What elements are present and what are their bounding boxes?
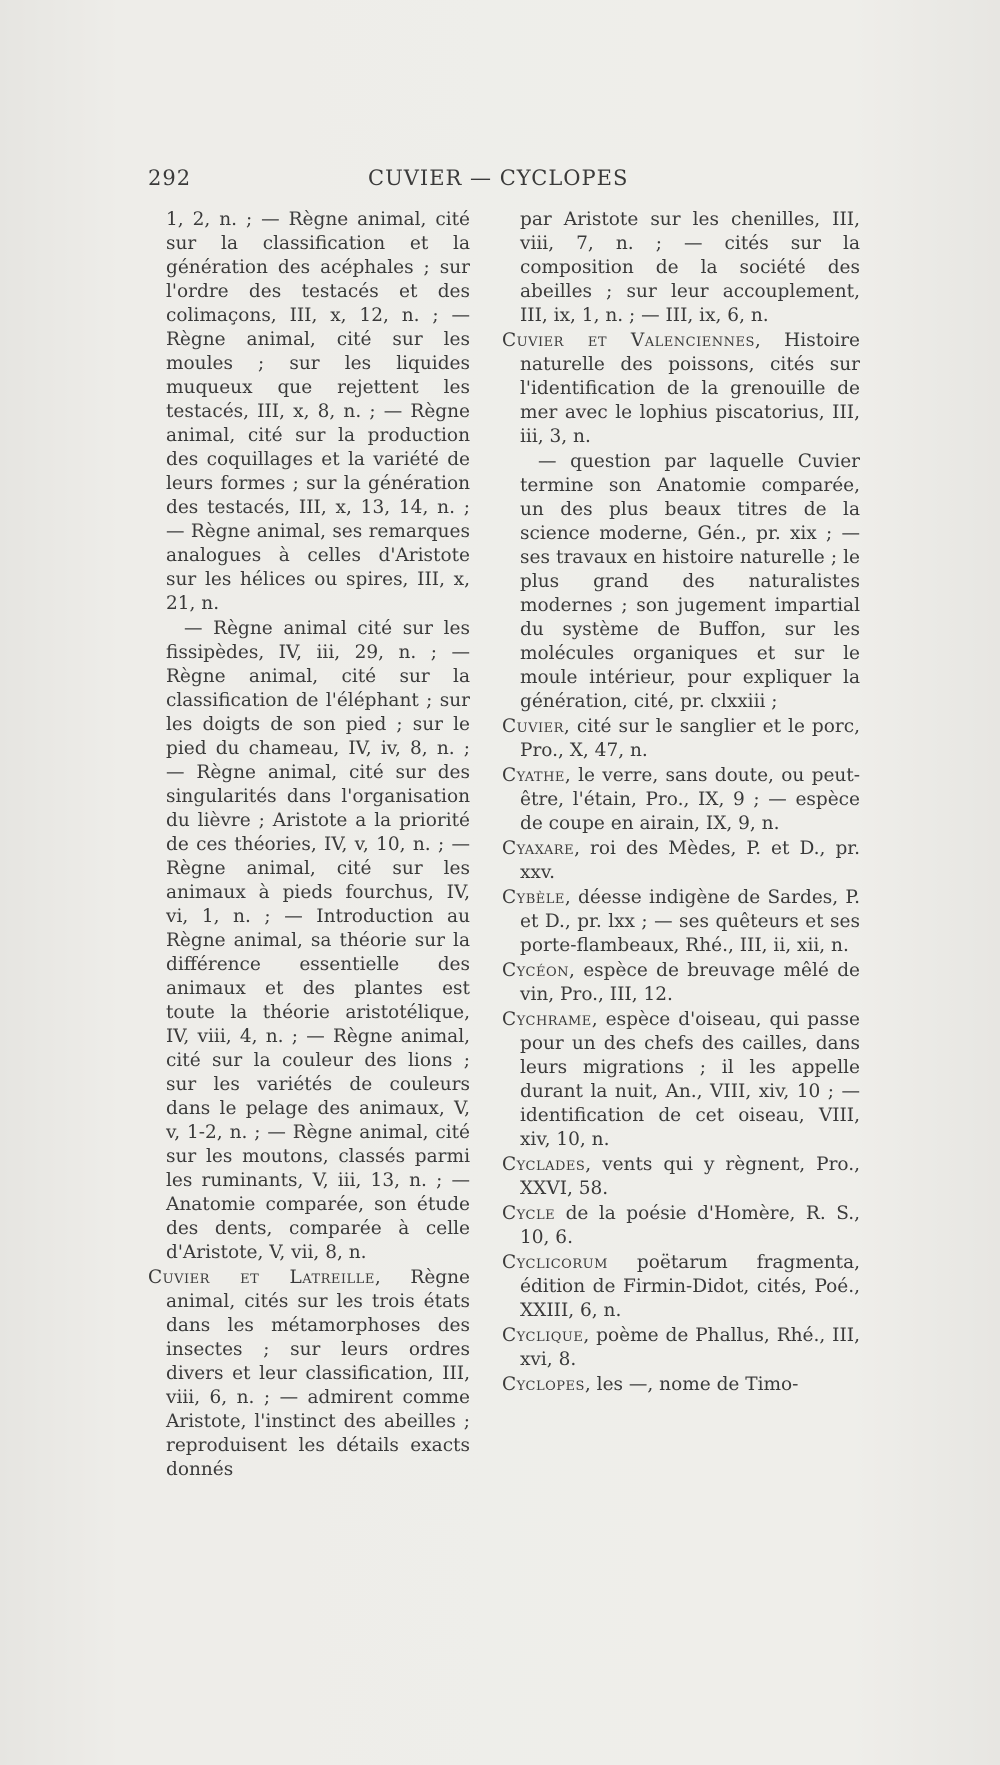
- index-entry: [502, 837, 860, 885]
- entry-body: , Règne animal, cités sur les trois états dans les métamorphoses des insectes ; sur leurs ordres divers et leur classification, III, viii, 6, n. ; — admirent comme Aristote, l'instinct des abeilles ; reproduisent les détails exacts donnés: [166, 1267, 470, 1480]
- entry-body: , cité sur le sanglier et le porc, Pro., X, 47, n.: [520, 716, 860, 761]
- index-entry: [502, 1324, 860, 1372]
- index-entry: [502, 959, 860, 1007]
- entry-body: , espèce de breuvage mêlé de vin, Pro., III, 12.: [520, 960, 860, 1005]
- left-column: [148, 208, 470, 1483]
- entry-body: , déesse indigène de Sardes, P. et D., pr. lxx ; — ses quêteurs et ses porte-flambeaux, Rhé., III, ii, xii, n.: [520, 887, 860, 956]
- index-entry: [502, 329, 860, 449]
- entry-head: Cuvier: [502, 716, 564, 737]
- entry-body: , roi des Mèdes, P. et D., pr. xxv.: [520, 838, 860, 883]
- entry-head: Cycle: [502, 1203, 556, 1224]
- index-entry: [502, 1153, 860, 1201]
- entry-head: Cycéon: [502, 960, 569, 981]
- index-entry: [502, 1373, 860, 1397]
- entry-body: , Histoire naturelle des poissons, cités sur l'identification de la grenouille de mer avec le lophius piscatorius, III, iii, 3, n.: [520, 330, 860, 447]
- entry-head: Cychrame: [502, 1009, 592, 1030]
- index-entry: [502, 1251, 860, 1323]
- entry-head: Cyclades: [502, 1154, 586, 1175]
- entry-head: Cyaxare: [502, 838, 575, 859]
- index-entry: [148, 1266, 470, 1482]
- entry-continuation: par Aristote sur les chenilles, III, viii, 7, n. ; — cités sur la composition de la société des abeilles ; sur leur accouplement, III, ix, 1, n. ; — III, ix, 6, n.: [520, 209, 860, 326]
- entry-head: Cuvier et Latreille: [148, 1267, 375, 1288]
- entry-head: Cyclique: [502, 1325, 584, 1346]
- entry-body: de la poésie d'Homère, R. S., 10, 6.: [520, 1203, 860, 1248]
- entry-body: , espèce d'oiseau, qui passe pour un des chefs des cailles, dans leurs migrations ; il les appelle durant la nuit, An., VIII, xiv, 10 ; — identification de cet oiseau, VIII, xiv, 10, n.: [520, 1009, 860, 1150]
- index-entry: [502, 1008, 860, 1152]
- index-entry: [502, 764, 860, 836]
- entry-body: , les —, nome de Timo-: [584, 1374, 799, 1395]
- entry-head: Cuvier et Valenciennes: [502, 330, 755, 351]
- page-number: 292: [148, 166, 192, 190]
- entry-paragraph: — question par laquelle Cuvier termine son Anatomie comparée, un des plus beaux titres de la science moderne, Gén., pr. xix ; — ses travaux en histoire naturelle ; le plus grand des naturalistes modernes ; son jugement impartial du système de Buffon, sur les molécules organiques et sur le moule intérieur, pour expliquer la génération, cité, pr. clxxiii ;: [520, 451, 860, 712]
- entry-head: Cybèle: [502, 887, 565, 908]
- entry-body: , vents qui y règnent, Pro., XXVI, 58.: [520, 1154, 860, 1199]
- entry-continuation: 1, 2, n. ; — Règne animal, cité sur la classification et la génération des acéphales ; sur l'ordre des testacés et des colimaçons, III, x, 12, n. ; — Règne animal, cité sur les moules ; sur les liquides muqueux que rejettent les testacés, III, x, 8, n. ; — Règne animal, cité sur la production des coquillages et la variété de leurs formes ; sur la génération des testacés, III, x, 13, 14, n. ; — Règne animal, ses remarques analogues à celles d'Aristote sur les hélices ou spires, III, x, 21, n.: [166, 209, 470, 614]
- index-entry: [502, 1202, 860, 1250]
- index-entry: [502, 886, 860, 958]
- entry-head: Cyclopes: [502, 1374, 585, 1395]
- page-header: [148, 166, 840, 200]
- right-column: [502, 208, 860, 1398]
- entry-body: , poème de Phallus, Rhé., III, xvi, 8.: [520, 1325, 860, 1370]
- entry-body: poëtarum fragmenta, édition de Firmin-Didot, cités, Poé., XXIII, 6, n.: [520, 1252, 860, 1321]
- entry-head: Cyclicorum: [502, 1252, 608, 1273]
- entry-paragraph: — Règne animal cité sur les fissipèdes, IV, iii, 29, n. ; — Règne animal, cité sur la classification de l'éléphant ; sur les doigts de son pied ; sur le pied du chameau, IV, iv, 8, n. ; — Règne animal, cité sur des singularités dans l'organisation du lièvre ; Aristote a la priorité de ces théories, IV, v, 10, n. ; — Règne animal, cité sur les animaux à pieds fourchus, IV, vi, 1, n. ; — Introduction au Règne animal, sa théorie sur la différence essentielle des animaux et des plantes est toute la théorie aristotélique, IV, viii, 4, n. ; — Règne animal, cité sur la couleur des lions ; sur les variétés de couleurs dans le pelage des animaux, V, v, 1-2, n. ; — Règne animal, cité sur les moutons, classés parmi les ruminants, V, iii, 13, n. ; — Anatomie comparée, son étude des dents, comparée à celle d'Aristote, V, vii, 8, n.: [166, 618, 470, 1263]
- entry-body: , le verre, sans doute, ou peut-être, l'étain, Pro., IX, 9 ; — espèce de coupe en airain, IX, 9, n.: [520, 765, 860, 834]
- index-entry: [502, 715, 860, 763]
- entry-head: Cyathe: [502, 765, 565, 786]
- running-head: CUVIER — CYCLOPES: [368, 166, 629, 190]
